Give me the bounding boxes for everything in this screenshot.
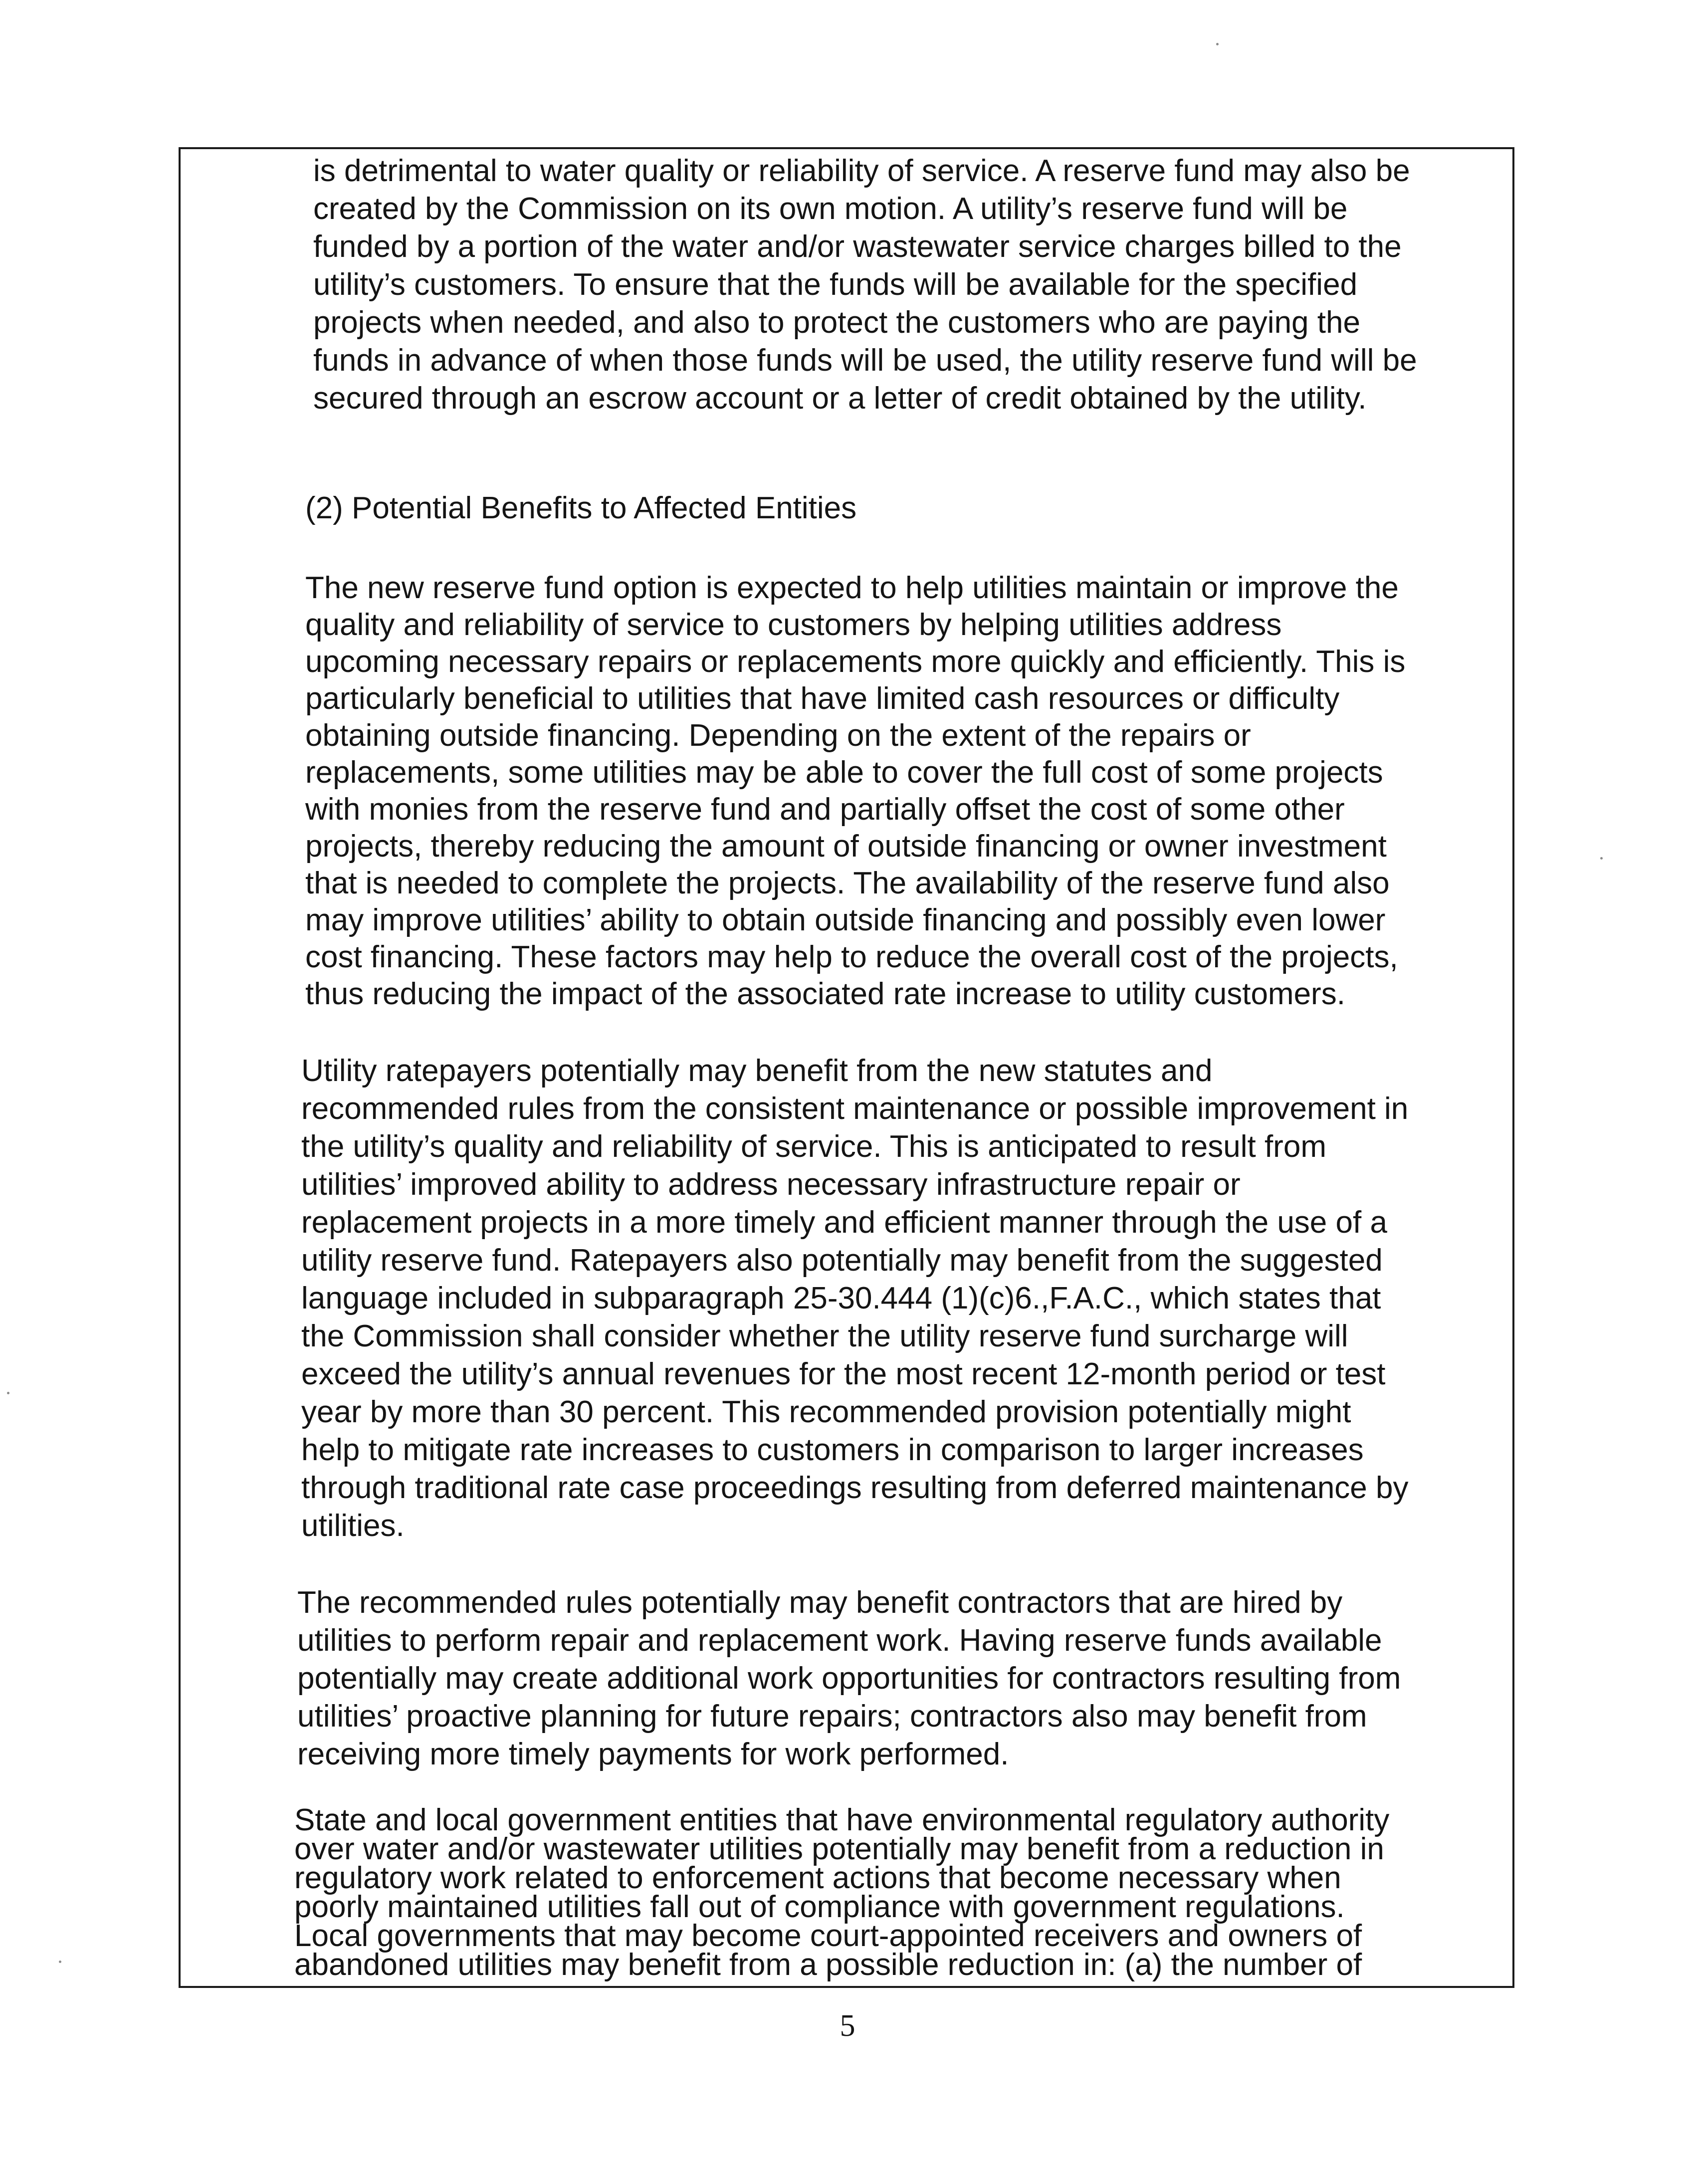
text-line: help to mitigate rate increases to customers in comparison to larger increases [301, 1433, 1364, 1467]
text-line: created by the Commission on its own motion. A utility’s reserve fund will be [313, 192, 1348, 226]
text-line: replacements, some utilities may be able to cover the full cost of some projects [305, 755, 1383, 790]
text-line: funded by a portion of the water and/or wastewater service charges billed to the [313, 229, 1402, 264]
text-line: cost financing. These factors may help to reduce the overall cost of the projects, [305, 940, 1398, 974]
text-line: utilities to perform repair and replacement work. Having reserve funds available [297, 1623, 1382, 1658]
text-line: language included in subparagraph 25-30.444 (1)(c)6.,F.A.C., which states that [301, 1281, 1381, 1315]
text-line: Local governments that may become court-appointed receivers and owners of [294, 1919, 1362, 1953]
text-line: through traditional rate case proceedings resulting from deferred maintenance by [301, 1471, 1409, 1505]
text-line: utilities. [301, 1509, 405, 1543]
text-line: utility’s customers. To ensure that the funds will be available for the specified [313, 267, 1358, 302]
text-line: utilities’ proactive planning for future repairs; contractors also may benefit from [297, 1699, 1367, 1734]
text-line: State and local government entities that have environmental regulatory authority [294, 1803, 1390, 1837]
text-line: that is needed to complete the projects. The availability of the reserve fund also [305, 866, 1390, 900]
text-line: secured through an escrow account or a letter of credit obtained by the utility. [313, 381, 1367, 416]
text-line: poorly maintained utilities fall out of compliance with government regulations. [294, 1890, 1345, 1924]
text-line: The new reserve fund option is expected to help utilities maintain or improve the [305, 571, 1399, 605]
text-line: recommended rules from the consistent maintenance or possible improvement in [301, 1092, 1409, 1126]
text-line: projects, thereby reducing the amount of outside financing or owner investment [305, 829, 1387, 864]
section-heading: (2) Potential Benefits to Affected Entities [305, 491, 857, 525]
text-line: particularly beneficial to utilities that have limited cash resources or difficulty [305, 681, 1340, 716]
text-line: utility reserve fund. Ratepayers also potentially may benefit from the suggested [301, 1243, 1383, 1278]
text-line: Utility ratepayers potentially may benefit from the new statutes and [301, 1054, 1213, 1088]
text-line: with monies from the reserve fund and partially offset the cost of some other [305, 792, 1345, 827]
text-line: regulatory work related to enforcement actions that become necessary when [294, 1861, 1341, 1895]
text-line: potentially may create additional work opportunities for contractors resulting from [297, 1661, 1401, 1696]
text-line: The recommended rules potentially may benefit contractors that are hired by [297, 1585, 1343, 1620]
text-line: may improve utilities’ ability to obtain outside financing and possibly even lower [305, 903, 1386, 937]
page-number: 5 [840, 2009, 855, 2043]
text-line: obtaining outside financing. Depending on the extent of the repairs or [305, 718, 1251, 753]
scan-speck [1216, 43, 1219, 45]
text-line: over water and/or wastewater utilities potentially may benefit from a reduction in [294, 1832, 1384, 1866]
scan-speck [7, 1392, 9, 1394]
text-line: exceed the utility’s annual revenues for the most recent 12-month period or test [301, 1357, 1386, 1391]
scan-speck [59, 1961, 61, 1963]
text-line: funds in advance of when those funds will be used, the utility reserve fund will be [313, 343, 1417, 378]
text-line: is detrimental to water quality or reliability of service. A reserve fund may also be [313, 154, 1410, 188]
text-line: replacement projects in a more timely and efficient manner through the use of a [301, 1205, 1387, 1240]
scan-speck [1600, 857, 1603, 860]
text-line: the utility’s quality and reliability of service. This is anticipated to result from [301, 1129, 1326, 1164]
text-line: the Commission shall consider whether the utility reserve fund surcharge will [301, 1319, 1348, 1353]
text-line: abandoned utilities may benefit from a possible reduction in: (a) the number of [294, 1948, 1362, 1982]
text-line: quality and reliability of service to customers by helping utilities address [305, 608, 1282, 642]
text-line: year by more than 30 percent. This recommended provision potentially might [301, 1395, 1351, 1429]
text-line: receiving more timely payments for work performed. [297, 1737, 1009, 1771]
text-line: thus reducing the impact of the associated rate increase to utility customers. [305, 977, 1345, 1011]
text-line: projects when needed, and also to protect the customers who are paying the [313, 305, 1360, 340]
text-line: utilities’ improved ability to address necessary infrastructure repair or [301, 1167, 1241, 1202]
text-line: upcoming necessary repairs or replacements more quickly and efficiently. This is [305, 645, 1406, 679]
